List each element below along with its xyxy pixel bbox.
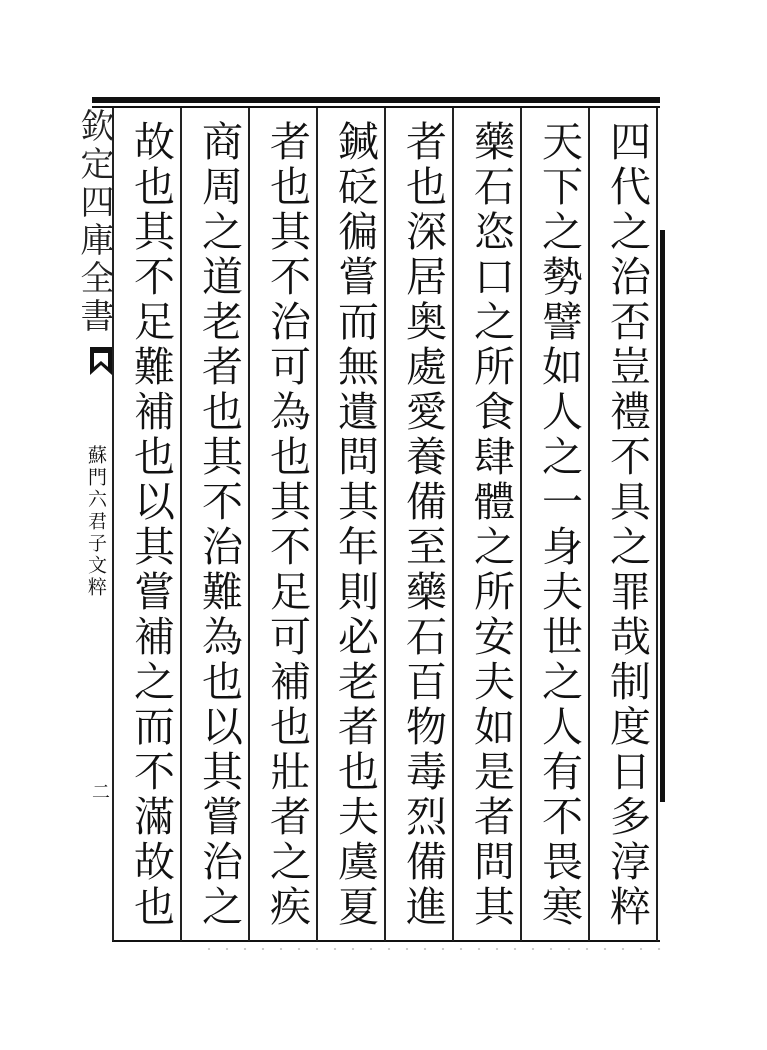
column-rule xyxy=(656,108,658,941)
text-column-7: 商周之道老者也其不治難為也以其嘗治之 xyxy=(195,120,243,930)
fish-tail-ornament-icon xyxy=(88,345,114,379)
column-rule xyxy=(588,108,590,941)
column-rule xyxy=(316,108,318,941)
column-rule xyxy=(180,108,182,941)
text-column-1: 四代之治否豈禮不具之罪哉制度日多淳粹 xyxy=(603,120,651,930)
top-border-thick xyxy=(92,97,660,103)
page-number: 二 xyxy=(89,782,110,800)
text-column-8: 故也其不足難補也以其嘗補之而不滿故也 xyxy=(127,120,175,930)
column-rule xyxy=(520,108,522,941)
scan-artifact xyxy=(200,945,670,953)
right-border-bar xyxy=(660,230,665,802)
book-title: 欽定四庫全書 xyxy=(74,108,114,336)
text-column-5: 鍼砭徧嘗而無遺問其年則必老者也夫虞夏 xyxy=(331,120,379,930)
column-rule xyxy=(248,108,250,941)
column-rule xyxy=(384,108,386,941)
chapter-title: 蘇門六君子文粹 xyxy=(85,445,107,599)
text-column-2: 天下之勢譬如人之一身夫世之人有不畏寒 xyxy=(535,120,583,930)
text-column-3: 藥石恣口之所食肆體之所安夫如是者問其 xyxy=(467,120,515,930)
bottom-border xyxy=(112,940,660,942)
text-column-6: 者也其不治可為也其不足可補也壯者之疾 xyxy=(263,120,311,930)
text-column-4: 者也深居奥處愛養備至藥石百物毒烈備進 xyxy=(399,120,447,930)
top-border-thin xyxy=(92,106,660,108)
column-rule xyxy=(452,108,454,941)
